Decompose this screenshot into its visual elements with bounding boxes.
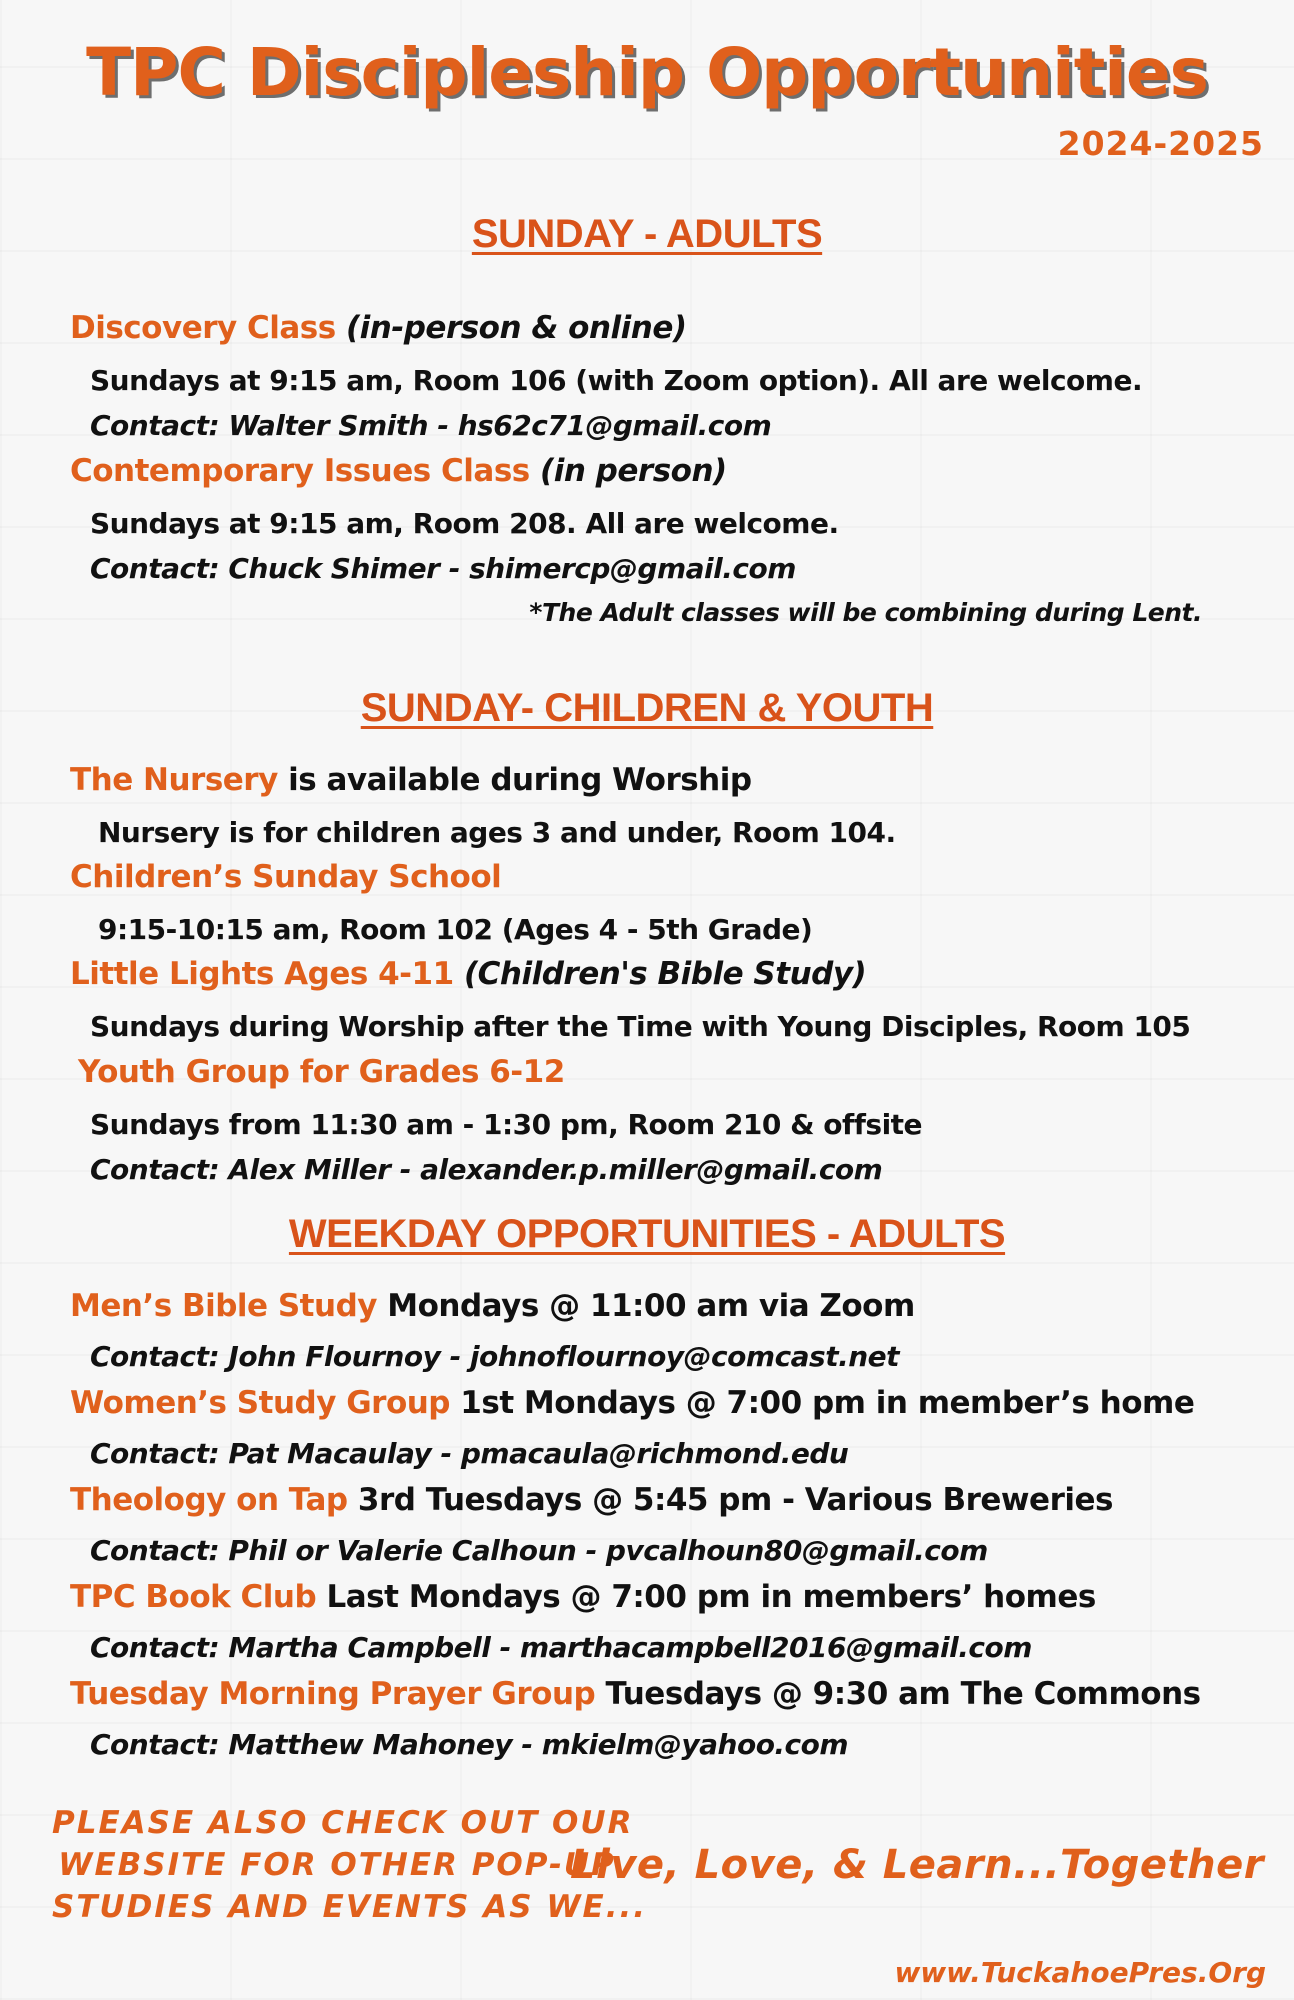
mens-study-contact: Contact: John Flournoy - johnoflournoy@comcast.net: [90, 1340, 900, 1373]
website-link[interactable]: www.TuckahoePres.Org: [894, 1956, 1266, 1989]
website-callout-line: WEBSITE FOR OTHER POP-UP: [58, 1847, 616, 1883]
prayer-group-contact: Contact: Matthew Mahoney - mkielm@yahoo.com: [90, 1728, 849, 1761]
book-club-schedule: Last Mondays @ 7:00 pm in members’ homes: [316, 1579, 1096, 1615]
section-heading-sunday-children: SUNDAY- CHILDREN & YOUTH: [360, 686, 934, 730]
contemporary-issues-details: Sundays at 9:15 am, Room 208. All are welcome.: [90, 507, 839, 540]
lent-note: *The Adult classes will be combining during Lent.: [529, 598, 1202, 627]
book-club-contact: Contact: Martha Campbell - marthacampbell2016@gmail.com: [90, 1631, 1032, 1664]
contemporary-issues-contact: Contact: Chuck Shimer - shimercp@gmail.com: [90, 552, 796, 585]
discovery-class-contact: Contact: Walter Smith - hs62c71@gmail.com: [90, 409, 772, 442]
little-lights-name: Little Lights Ages 4-11: [70, 956, 454, 992]
theology-on-tap-schedule: 3rd Tuesdays @ 5:45 pm - Various Breweries: [347, 1482, 1113, 1518]
womens-group-contact: Contact: Pat Macaulay - pmacaula@richmond.edu: [90, 1437, 849, 1470]
discovery-class-name: Discovery Class: [70, 310, 336, 346]
mens-study-title: [70, 1288, 915, 1324]
nursery-availability: is available during Worship: [277, 762, 752, 798]
page-title: TPC Discipleship Opportunities: [86, 34, 1208, 111]
nursery-name: The Nursery: [70, 762, 278, 798]
little-lights-details: Sundays during Worship after the Time with Young Disciples, Room 105: [90, 1010, 1191, 1043]
contemporary-issues-name: Contemporary Issues Class: [70, 453, 530, 489]
year-label: 2024-2025: [1057, 124, 1264, 163]
mens-study-schedule: Mondays @ 11:00 am via Zoom: [376, 1288, 915, 1324]
discovery-class-format: (in-person & online): [346, 310, 687, 346]
book-club-title: [70, 1579, 1096, 1615]
youth-group-title: Youth Group for Grades 6-12: [78, 1054, 565, 1090]
website-callout-line: PLEASE ALSO CHECK OUT OUR: [52, 1805, 634, 1841]
sunday-school-details: 9:15-10:15 am, Room 102 (Ages 4 - 5th Grade): [98, 913, 813, 946]
contemporary-issues-title: [70, 453, 727, 489]
theology-on-tap-name: Theology on Tap: [70, 1482, 348, 1518]
nursery-details: Nursery is for children ages 3 and under, Room 104.: [98, 816, 896, 849]
prayer-group-title: [70, 1676, 1201, 1712]
section-heading-weekday: WEEKDAY OPPORTUNITIES - ADULTS: [288, 1212, 1006, 1256]
theology-on-tap-contact: Contact: Phil or Valerie Calhoun - pvcalhoun80@gmail.com: [90, 1534, 988, 1567]
mens-study-name: Men’s Bible Study: [70, 1288, 377, 1324]
womens-group-name: Women’s Study Group: [70, 1385, 450, 1421]
prayer-group-name: Tuesday Morning Prayer Group: [70, 1676, 596, 1712]
website-callout: [52, 1802, 648, 1928]
website-callout-line: STUDIES AND EVENTS AS WE...: [52, 1889, 648, 1925]
book-club-name: TPC Book Club: [70, 1579, 317, 1615]
sunday-school-title: Children’s Sunday School: [70, 859, 502, 895]
youth-group-details: Sundays from 11:30 am - 1:30 pm, Room 210 & offsite: [90, 1108, 923, 1141]
tagline: Live, Love, & Learn...Together: [570, 1842, 1264, 1888]
womens-group-schedule: 1st Mondays @ 7:00 pm in member’s home: [450, 1385, 1195, 1421]
little-lights-format: (Children's Bible Study): [464, 956, 867, 992]
discovery-class-title: [70, 310, 687, 346]
prayer-group-schedule: Tuesdays @ 9:30 am The Commons: [595, 1676, 1201, 1712]
theology-on-tap-title: [70, 1482, 1113, 1518]
little-lights-title: [70, 956, 866, 992]
womens-group-title: [70, 1385, 1194, 1421]
youth-group-contact: Contact: Alex Miller - alexander.p.miller@gmail.com: [90, 1153, 883, 1186]
section-heading-sunday-adults: SUNDAY - ADULTS: [471, 212, 823, 256]
nursery-title: [70, 762, 752, 798]
contemporary-issues-format: (in person): [540, 453, 727, 489]
discovery-class-details: Sundays at 9:15 am, Room 106 (with Zoom option). All are welcome.: [90, 364, 1143, 397]
